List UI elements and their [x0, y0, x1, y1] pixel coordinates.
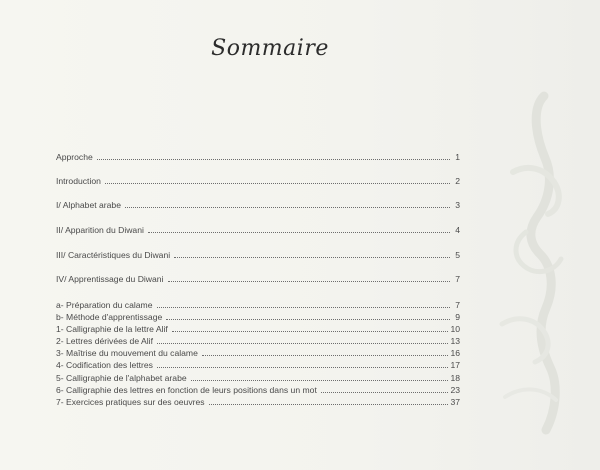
toc-label: II/ Apparition du Diwani: [56, 225, 144, 235]
toc-page-number: 3: [455, 200, 460, 210]
dotted-leader: [125, 207, 450, 208]
toc-page-number: 7: [455, 300, 460, 310]
dotted-leader: [168, 281, 451, 282]
toc-entry-methode-d-apprentissage[interactable]: [56, 311, 460, 323]
toc-entry-calligraphie-des-lettres-positions[interactable]: [56, 384, 460, 396]
toc-label: 7- Exercices pratiques sur des oeuvres: [56, 397, 205, 407]
toc-label: I/ Alphabet arabe: [56, 200, 121, 210]
dotted-leader: [202, 355, 449, 356]
toc-label: Introduction: [56, 176, 101, 186]
toc-entry-introduction[interactable]: [56, 175, 460, 187]
dotted-leader: [191, 380, 449, 381]
toc-label: 4- Codification des lettres: [56, 360, 153, 370]
toc-label: 5- Calligraphie de l'alphabet arabe: [56, 373, 187, 383]
toc-entry-lettres-derivees-de-alif[interactable]: [56, 335, 460, 347]
toc-entry-calligraphie-de-la-lettre-alif[interactable]: [56, 323, 460, 335]
toc-label: 3- Maîtrise du mouvement du calame: [56, 348, 198, 358]
toc-label: 6- Calligraphie des lettres en fonction de leurs positions dans un mot: [56, 385, 317, 395]
toc-page-number: 16: [450, 348, 460, 358]
toc-label: 2- Lettres dérivées de Alif: [56, 336, 153, 346]
toc-entry-caracteristiques-du-diwani[interactable]: [56, 249, 460, 261]
dotted-leader: [157, 307, 451, 308]
toc-label: b- Méthode d'apprentissage: [56, 312, 163, 322]
toc-page-number: 37: [450, 397, 460, 407]
toc-page-number: 2: [455, 176, 460, 186]
dotted-leader: [105, 183, 450, 184]
dotted-leader: [174, 257, 450, 258]
toc-page-number: 9: [455, 312, 460, 322]
toc-entry-exercices-pratiques-sur-des-oeuvres[interactable]: [56, 396, 460, 408]
toc-label: a- Préparation du calame: [56, 300, 153, 310]
dotted-leader: [209, 404, 449, 405]
toc-entry-maitrise-du-mouvement-du-calame[interactable]: [56, 347, 460, 359]
dotted-leader: [166, 319, 450, 320]
toc-entry-approche[interactable]: [56, 151, 460, 163]
toc-page-number: 4: [455, 225, 460, 235]
toc-page-number: 23: [450, 385, 460, 395]
toc-label: Approche: [56, 152, 93, 162]
page-title: Sommaire: [211, 36, 329, 61]
toc-page-number: 17: [450, 360, 460, 370]
toc-entry-alphabet-arabe[interactable]: [56, 199, 460, 211]
dotted-leader: [97, 159, 450, 160]
dotted-leader: [157, 367, 448, 368]
dotted-leader: [157, 343, 448, 344]
calligraphy-watermark-icon: [482, 78, 582, 448]
toc-entry-apparition-du-diwani[interactable]: [56, 224, 460, 236]
toc-page-number: 5: [455, 250, 460, 260]
toc-label: 1- Calligraphie de la lettre Alif: [56, 324, 168, 334]
toc-page-number: 10: [450, 324, 460, 334]
dotted-leader: [172, 331, 449, 332]
toc-label: IV/ Apprentissage du Diwani: [56, 274, 164, 284]
toc-page-number: 13: [450, 336, 460, 346]
toc-label: III/ Caractéristiques du Diwani: [56, 250, 171, 260]
toc-entry-calligraphie-de-l-alphabet-arabe[interactable]: [56, 372, 460, 384]
toc-entry-apprentissage-du-diwani[interactable]: [56, 273, 460, 285]
dotted-leader: [321, 392, 449, 393]
toc-entry-codification-des-lettres[interactable]: [56, 359, 460, 371]
toc-entry-preparation-du-calame[interactable]: [56, 299, 460, 311]
toc-page-number: 18: [450, 373, 460, 383]
toc-page-number: 7: [455, 274, 460, 284]
dotted-leader: [148, 232, 450, 233]
toc-page-number: 1: [455, 152, 460, 162]
